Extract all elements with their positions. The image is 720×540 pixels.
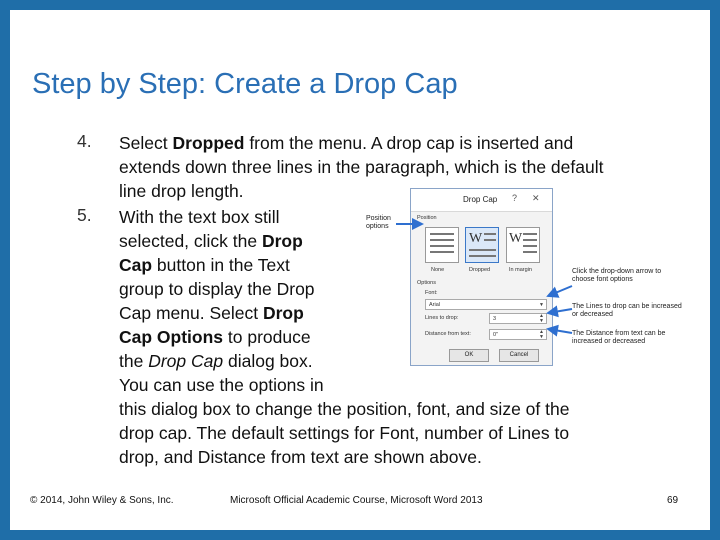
slide-title: Step by Step: Create a Drop Cap (32, 68, 458, 100)
options-label: Options (417, 280, 436, 286)
spinner-arrows-icon[interactable]: ▲ ▼ (539, 313, 544, 324)
step-5-line: Cap Options to produce (119, 327, 311, 347)
dialog-titlebar (411, 189, 552, 212)
step-5-line: this dialog box to change the position, font, and size of the (119, 399, 570, 419)
callout-position-options: Position options (366, 215, 391, 230)
callout-font: Click the drop-down arrow to choose font options (572, 268, 662, 283)
margin-w-icon: W (509, 231, 523, 246)
font-value: Arial (429, 302, 441, 308)
callout-distance: The Distance from text can be increased or decreased (572, 330, 666, 345)
step-5-line: drop cap. The default settings for Font, number of Lines to (119, 423, 570, 443)
callout-lines: The Lines to drop can be increased or decreased (572, 303, 682, 318)
close-icon[interactable]: ✕ (532, 193, 540, 203)
position-in-margin-label: In margin (509, 267, 532, 273)
distance-from-text-value: 0" (493, 332, 499, 338)
chevron-down-icon[interactable]: ▼ (539, 302, 544, 308)
step-4-text (119, 131, 689, 203)
position-none-label: None (431, 267, 445, 273)
lines-to-drop-label: Lines to drop: (425, 315, 459, 321)
dialog-title: Drop Cap (463, 195, 498, 204)
slide (10, 10, 710, 530)
footer-page-number: 69 (667, 495, 679, 506)
step-5-line: selected, click the Drop (119, 231, 303, 251)
dropcap-w-icon: W (469, 231, 483, 246)
step-4-line-2: extends down three lines in the paragraph, which is the default (119, 157, 604, 177)
step-5-number: 5. (77, 205, 92, 225)
position-label: Position (417, 215, 437, 221)
footer-course: Microsoft Official Academic Course, Microsoft Word 2013 (230, 495, 483, 506)
step-5-line: You can use the options in (119, 375, 324, 395)
step-5-line: Cap button in the Text (119, 255, 290, 275)
help-icon[interactable]: ? (512, 193, 518, 203)
position-in-margin-button[interactable] (506, 227, 540, 263)
position-none-button[interactable] (425, 227, 459, 263)
font-dropdown[interactable] (425, 299, 547, 310)
step-4-line-1: Select Dropped from the menu. A drop cap is inserted and (119, 133, 574, 153)
spinner-arrows-icon[interactable]: ▲ ▼ (539, 329, 544, 340)
font-label: Font: (425, 290, 438, 296)
distance-from-text-label: Distance from text: (425, 331, 471, 337)
step-5-line: group to display the Drop (119, 279, 315, 299)
step-5-line: With the text box still (119, 207, 280, 227)
distance-from-text-spinner[interactable] (489, 329, 547, 340)
step-4-number: 4. (77, 131, 92, 151)
ok-button[interactable]: OK (449, 349, 489, 362)
cancel-button[interactable]: Cancel (499, 349, 539, 362)
drop-cap-dialog (410, 188, 553, 366)
lines-to-drop-value: 3 (493, 316, 497, 322)
step-4-line-3: line drop length. (119, 181, 244, 201)
step-5-line: Cap menu. Select Drop (119, 303, 304, 323)
step-5-line: drop, and Distance from text are shown above. (119, 447, 482, 467)
lines-to-drop-spinner[interactable] (489, 313, 547, 324)
footer-copyright: © 2014, John Wiley & Sons, Inc. (30, 495, 174, 506)
step-5-line: the Drop Cap dialog box. (119, 351, 313, 371)
position-dropped-button[interactable] (465, 227, 499, 263)
position-dropped-label: Dropped (469, 267, 491, 273)
